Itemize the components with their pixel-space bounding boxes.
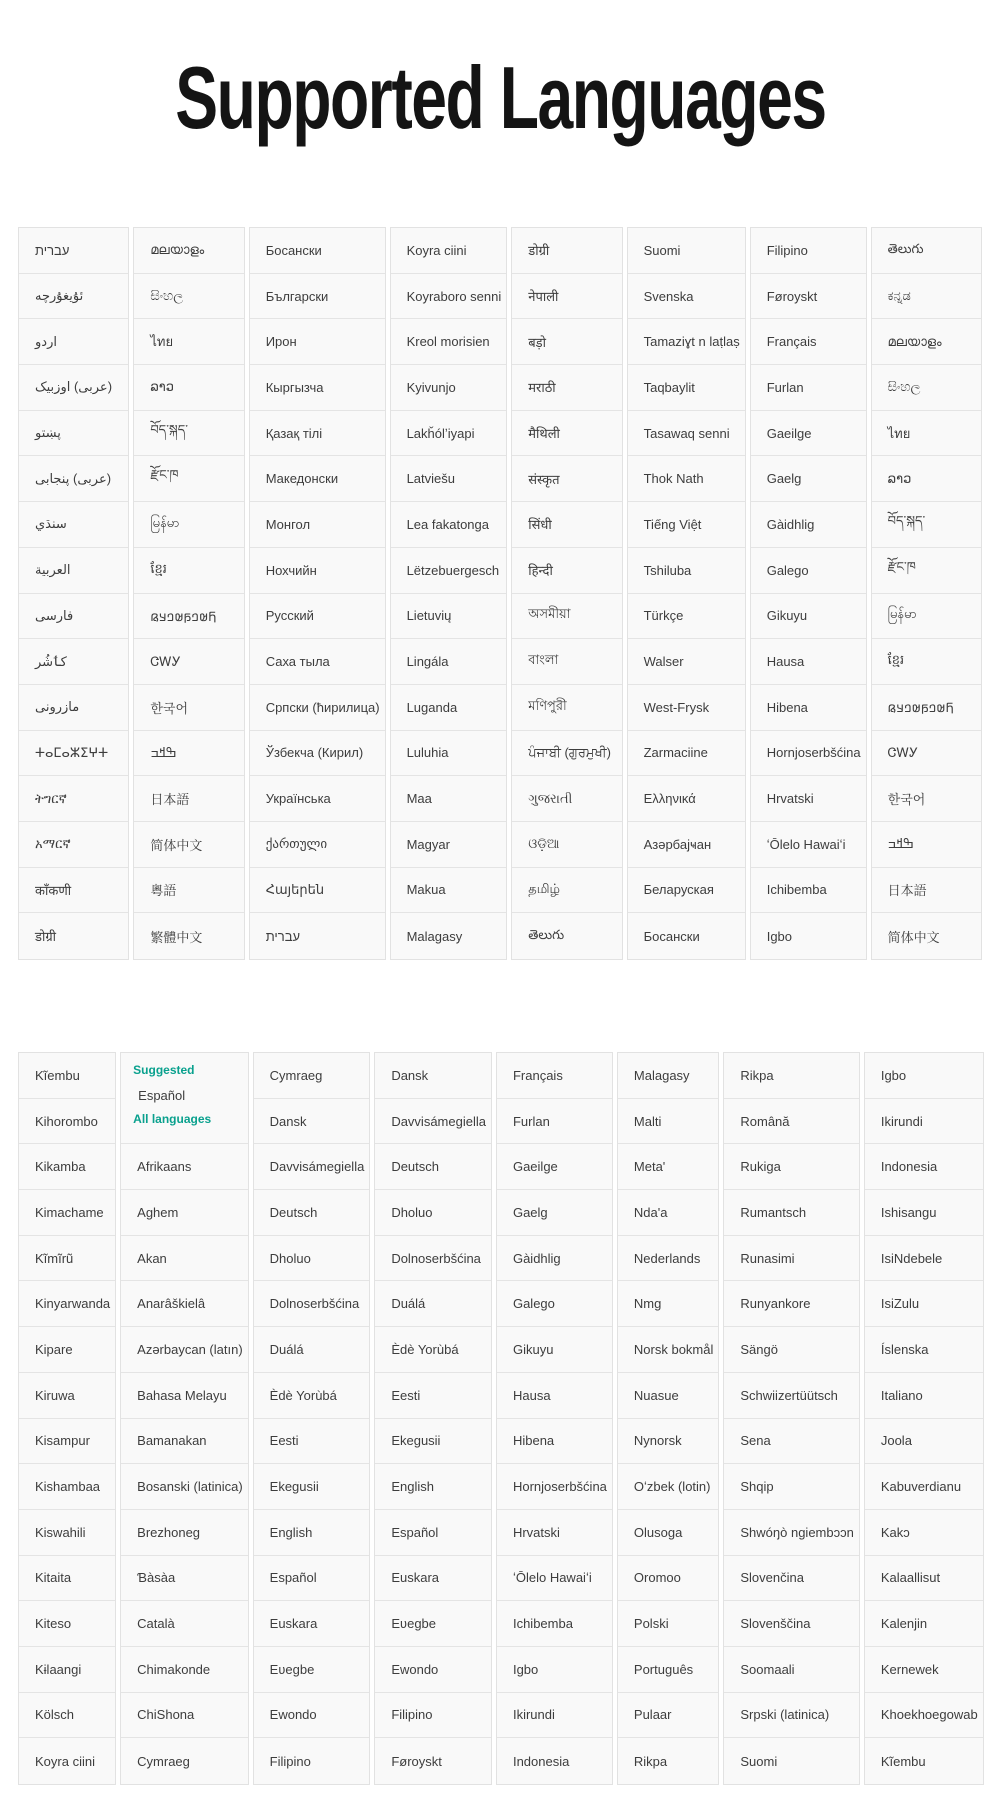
suggested-languages-block (121, 1053, 248, 1144)
language-option[interactable]: Oromoo (618, 1556, 718, 1602)
language-column (18, 227, 129, 960)
language-option[interactable]: Igbo (751, 913, 866, 959)
language-option[interactable]: Soomaali (724, 1647, 858, 1693)
language-option[interactable]: Français (497, 1053, 612, 1099)
language-option[interactable]: 𞤊𞤵𞤤𞤬𞤵𞤤𞤣𞤫 (134, 594, 243, 640)
language-option[interactable]: Қазақ тілі (250, 411, 385, 457)
language-option[interactable]: Deutsch (254, 1190, 370, 1236)
language-option[interactable]: English (375, 1464, 491, 1510)
language-option[interactable]: Gàidhlig (497, 1236, 612, 1282)
language-option[interactable]: Kiswahili (19, 1510, 115, 1556)
language-option[interactable]: Ελληνικά (628, 776, 745, 822)
language-option[interactable]: አማርኛ (19, 822, 128, 868)
language-option[interactable]: Bahasa Melayu (121, 1373, 248, 1419)
language-option[interactable]: Gikuyu (751, 594, 866, 640)
language-option[interactable]: 粵語 (134, 868, 243, 914)
language-option[interactable]: Беларуская (628, 868, 745, 914)
language-column (18, 1052, 116, 1785)
language-option[interactable]: Română (724, 1099, 858, 1145)
language-option[interactable]: 한국어 (134, 685, 243, 731)
language-option[interactable]: Kishambaa (19, 1464, 115, 1510)
language-column (120, 1052, 249, 1785)
language-option[interactable]: Filipino (375, 1693, 491, 1739)
language-option[interactable]: العربية (19, 548, 128, 594)
language-option[interactable]: Македонски (250, 456, 385, 502)
language-option[interactable]: ខ្មែរ (134, 548, 243, 594)
language-option[interactable]: Meta' (618, 1144, 718, 1190)
language-option[interactable]: Koyraboro senni (391, 274, 507, 320)
language-option[interactable]: Ekegusii (375, 1419, 491, 1465)
language-option[interactable]: Босански (250, 228, 385, 274)
language-option[interactable]: ߒߞߏ (872, 822, 981, 868)
language-option[interactable]: Zarmaciine (628, 731, 745, 777)
language-option[interactable]: हिन्दी (512, 548, 621, 594)
language-option[interactable]: Makua (391, 868, 507, 914)
language-option[interactable]: Hornjoserbšćina (751, 731, 866, 777)
language-option[interactable]: Bosanski (latinica) (121, 1464, 248, 1510)
language-option[interactable]: 𞤊𞤵𞤤𞤬𞤵𞤤𞤣𞤫 (872, 685, 981, 731)
language-option[interactable]: Deutsch (375, 1144, 491, 1190)
language-option[interactable]: മലയാളം (872, 319, 981, 365)
language-option[interactable]: Kölsch (19, 1693, 115, 1739)
language-option[interactable]: Indonesia (497, 1738, 612, 1784)
language-option[interactable]: தமிழ் (512, 868, 621, 914)
language-option[interactable]: অসমীয়া (512, 594, 621, 640)
language-option[interactable]: संस्कृत (512, 456, 621, 502)
language-option[interactable]: सिंधी (512, 502, 621, 548)
language-option[interactable]: Türkçe (628, 594, 745, 640)
language-option[interactable]: ߒߞߏ (134, 731, 243, 777)
language-option[interactable]: Taqbaylit (628, 365, 745, 411)
language-option[interactable]: Runyankore (724, 1281, 858, 1327)
language-option[interactable]: Polski (618, 1601, 718, 1647)
language-column (133, 227, 244, 960)
language-option[interactable]: Kernewek (865, 1647, 983, 1693)
language-option[interactable]: डोग्री (512, 228, 621, 274)
language-option[interactable]: Cymraeg (121, 1738, 248, 1784)
language-option[interactable]: Dholuo (375, 1190, 491, 1236)
language-option[interactable]: Ɓàsàa (121, 1556, 248, 1602)
language-option[interactable]: Indonesia (865, 1144, 983, 1190)
language-option[interactable]: Nmg (618, 1281, 718, 1327)
language-option[interactable]: Lietuvių (391, 594, 507, 640)
language-option[interactable]: Հայերեն (250, 868, 385, 914)
language-option[interactable]: Davvisámegiella (375, 1099, 491, 1145)
language-option[interactable]: Joola (865, 1419, 983, 1465)
language-option[interactable]: IsiNdebele (865, 1236, 983, 1282)
language-option[interactable]: Lea fakatonga (391, 502, 507, 548)
language-option[interactable]: Gaelg (751, 456, 866, 502)
language-option[interactable]: Dansk (254, 1099, 370, 1145)
language-option[interactable]: ລາວ (134, 365, 243, 411)
language-option[interactable]: Èdè Yorùbá (375, 1327, 491, 1373)
language-column (496, 1052, 613, 1785)
language-option[interactable]: Chimakonde (121, 1647, 248, 1693)
language-option[interactable]: سنڌي (19, 502, 128, 548)
language-option[interactable]: Filipino (751, 228, 866, 274)
language-option[interactable]: Rukiga (724, 1144, 858, 1190)
language-option[interactable]: Dholuo (254, 1236, 370, 1282)
language-option[interactable]: Нохчийн (250, 548, 385, 594)
language-option[interactable]: Malagasy (391, 913, 507, 959)
language-option[interactable]: Kyivunjo (391, 365, 507, 411)
language-column (627, 227, 746, 960)
language-option[interactable]: Kipare (19, 1327, 115, 1373)
language-option[interactable]: తెలుగు (512, 913, 621, 959)
language-option[interactable]: Ирон (250, 319, 385, 365)
language-option[interactable]: Lëtzebuergesch (391, 548, 507, 594)
language-option[interactable]: മലയാളം (134, 228, 243, 274)
language-option[interactable]: Gikuyu (497, 1327, 612, 1373)
language-option[interactable]: Hornjoserbšćina (497, 1464, 612, 1510)
language-option[interactable]: Русский (250, 594, 385, 640)
language-option[interactable]: Shqip (724, 1464, 858, 1510)
language-option[interactable]: Koyra ciini (391, 228, 507, 274)
language-column (511, 227, 622, 960)
language-option[interactable]: English (254, 1510, 370, 1556)
language-option[interactable]: Srpski (latinica) (724, 1693, 858, 1739)
language-option[interactable]: Igbo (865, 1053, 983, 1099)
language-option[interactable]: Malti (618, 1099, 718, 1145)
language-option[interactable]: Azərbaycan (latın) (121, 1327, 248, 1373)
language-option[interactable]: 한국어 (872, 776, 981, 822)
language-option[interactable]: עברית (19, 228, 128, 274)
language-option[interactable]: Rikpa (618, 1738, 718, 1784)
language-option[interactable]: ʻŌlelo Hawaiʻi (751, 822, 866, 868)
language-option[interactable]: ትግርኛ (19, 776, 128, 822)
language-option[interactable]: मराठी (512, 365, 621, 411)
language-column (253, 1052, 371, 1785)
language-option[interactable]: Latviešu (391, 456, 507, 502)
language-option[interactable]: ລາວ (872, 456, 981, 502)
language-option[interactable]: नेपाली (512, 274, 621, 320)
language-option[interactable]: Gaeilge (497, 1144, 612, 1190)
language-option[interactable]: बड़ो (512, 319, 621, 365)
language-option[interactable]: Davvisámegiella (254, 1144, 370, 1190)
language-option[interactable]: Ikirundi (865, 1099, 983, 1145)
language-option[interactable]: Ikirundi (497, 1693, 612, 1739)
language-option[interactable]: Suomi (628, 228, 745, 274)
language-option[interactable]: Kiruwa (19, 1373, 115, 1419)
language-option[interactable]: Gaeilge (751, 411, 866, 457)
language-option[interactable]: Eʋegbe (254, 1647, 370, 1693)
page-header (0, 48, 1000, 147)
language-column (249, 227, 386, 960)
language-option[interactable]: ਪੰਜਾਬੀ (ਗੁਰਮੁਖੀ) (512, 731, 621, 777)
language-option[interactable]: ᏣᎳᎩ (134, 639, 243, 685)
language-option[interactable]: Svenska (628, 274, 745, 320)
language-option[interactable]: Nederlands (618, 1236, 718, 1282)
language-option[interactable]: پنجابی ‎(عربی) (19, 456, 128, 502)
language-option[interactable]: ʻŌlelo Hawaiʻi (497, 1556, 612, 1602)
language-option[interactable]: Euskara (375, 1556, 491, 1602)
all-languages-label: All languages (133, 1112, 212, 1126)
language-option[interactable]: Slovenščina (724, 1601, 858, 1647)
language-column (723, 1052, 859, 1785)
language-option[interactable]: Ichibemba (751, 868, 866, 914)
language-option[interactable]: Kabuverdianu (865, 1464, 983, 1510)
language-option[interactable]: Kɨlaangi (19, 1647, 115, 1693)
language-option[interactable]: සිංහල (872, 365, 981, 411)
language-option[interactable]: Nda'a (618, 1190, 718, 1236)
language-option[interactable]: Кыргызча (250, 365, 385, 411)
language-option[interactable]: Norsk bokmål (618, 1327, 718, 1373)
language-option[interactable]: Français (751, 319, 866, 365)
language-option[interactable]: मैथिली (512, 411, 621, 457)
language-option[interactable]: Kitaita (19, 1556, 115, 1602)
language-option[interactable]: Nynorsk (618, 1419, 718, 1465)
language-option[interactable]: རྫོང་ཁ (134, 456, 243, 502)
language-option[interactable]: Walser (628, 639, 745, 685)
language-option[interactable]: Oʻzbek (lotin) (618, 1464, 718, 1510)
language-option[interactable]: Kihorombo (19, 1099, 115, 1145)
language-column (750, 227, 867, 960)
page-title: Supported Languages (174, 48, 826, 147)
language-option[interactable]: Hrvatski (751, 776, 866, 822)
language-option[interactable]: ଓଡ଼ିଆ (512, 822, 621, 868)
language-option[interactable]: 简体中文 (872, 913, 981, 959)
language-option[interactable]: Español (254, 1556, 370, 1602)
language-option[interactable]: Kisampur (19, 1419, 115, 1465)
language-option[interactable]: Aghem (121, 1190, 248, 1236)
language-option[interactable]: Pulaar (618, 1693, 718, 1739)
language-option[interactable]: Galego (497, 1281, 612, 1327)
language-option[interactable]: Cymraeg (254, 1053, 370, 1099)
language-option[interactable]: IsiZulu (865, 1281, 983, 1327)
language-option[interactable]: Magyar (391, 822, 507, 868)
language-option[interactable]: Slovenčina (724, 1556, 858, 1602)
language-option[interactable]: Hausa (497, 1373, 612, 1419)
language-option[interactable]: Bamanakan (121, 1419, 248, 1465)
language-option[interactable]: Eʋegbe (375, 1601, 491, 1647)
language-option[interactable]: Duálá (254, 1327, 370, 1373)
language-option[interactable]: Dolnoserbšćina (375, 1236, 491, 1282)
language-option[interactable]: 简体中文 (134, 822, 243, 868)
language-option[interactable]: বাংলা (512, 639, 621, 685)
language-option[interactable]: Koyra ciini (19, 1738, 115, 1784)
language-option[interactable]: Maa (391, 776, 507, 822)
language-option[interactable]: Malagasy (618, 1053, 718, 1099)
language-option[interactable]: Eesti (254, 1419, 370, 1465)
language-option[interactable]: Kinyarwanda (19, 1281, 115, 1327)
language-option[interactable]: Igbo (497, 1647, 612, 1693)
language-option[interactable]: Luganda (391, 685, 507, 731)
language-option[interactable]: Euskara (254, 1601, 370, 1647)
language-option[interactable]: Rumantsch (724, 1190, 858, 1236)
language-option[interactable]: Монгол (250, 502, 385, 548)
language-option[interactable]: Kreol morisien (391, 319, 507, 365)
language-option[interactable]: कॉंकणी (19, 868, 128, 914)
language-option[interactable]: ⵜⴰⵎⴰⵣⵉⵖⵜ (19, 731, 128, 777)
language-option[interactable]: Furlan (751, 365, 866, 411)
language-option[interactable]: Kĩembu (865, 1738, 983, 1784)
language-option[interactable]: پښتو (19, 411, 128, 457)
language-option[interactable]: Kĩembu (19, 1053, 115, 1099)
language-option[interactable]: Brezhoneg (121, 1510, 248, 1556)
language-option[interactable]: རྫོང་ཁ (872, 548, 981, 594)
language-option[interactable]: Kimachame (19, 1190, 115, 1236)
language-option[interactable]: తెలుగు (872, 228, 981, 274)
language-option[interactable]: Íslenska (865, 1327, 983, 1373)
language-option[interactable]: བོད་སྐད་ (134, 411, 243, 457)
language-option[interactable]: اردو (19, 319, 128, 365)
language-option[interactable]: Anarâškielâ (121, 1281, 248, 1327)
language-table-latin-list (18, 1052, 982, 1785)
language-option[interactable]: ગુજરાતી (512, 776, 621, 822)
language-option[interactable]: डोग्री (19, 913, 128, 959)
language-option[interactable]: ខ្មែរ (872, 639, 981, 685)
language-option[interactable]: Català (121, 1601, 248, 1647)
language-option[interactable]: مازرونی (19, 685, 128, 731)
language-option[interactable]: Kĩmĩrũ (19, 1236, 115, 1282)
language-option[interactable]: Schwiizertüütsch (724, 1373, 858, 1419)
language-option[interactable]: Español (375, 1510, 491, 1556)
language-option[interactable]: Kikamba (19, 1144, 115, 1190)
language-column (617, 1052, 719, 1785)
language-option[interactable]: Ewondo (254, 1693, 370, 1739)
language-option[interactable]: Gàidhlig (751, 502, 866, 548)
language-option[interactable]: Ekegusii (254, 1464, 370, 1510)
language-option[interactable]: Саха тыла (250, 639, 385, 685)
language-option[interactable]: Tiếng Việt (628, 502, 745, 548)
language-option[interactable]: মণিপুরী (512, 685, 621, 731)
language-option[interactable]: Filipino (254, 1738, 370, 1784)
language-option[interactable]: Ўзбекча (Кирил) (250, 731, 385, 777)
language-option[interactable]: Èdè Yorùbá (254, 1373, 370, 1419)
language-option[interactable]: עברית (250, 913, 385, 959)
language-option[interactable]: Ewondo (375, 1647, 491, 1693)
language-option[interactable]: Føroyskt (751, 274, 866, 320)
language-option[interactable]: Føroyskt (375, 1738, 491, 1784)
language-option[interactable]: Olusoga (618, 1510, 718, 1556)
suggested-label: Suggested (133, 1063, 195, 1077)
language-option[interactable]: Dolnoserbšćina (254, 1281, 370, 1327)
language-option[interactable]: Ichibemba (497, 1601, 612, 1647)
language-option[interactable]: Hibena (751, 685, 866, 731)
language-option[interactable]: မြန်မာ (134, 502, 243, 548)
language-option[interactable]: Kalenjin (865, 1601, 983, 1647)
language-option[interactable]: Luluhia (391, 731, 507, 777)
language-option[interactable]: Српски (ћирилица) (250, 685, 385, 731)
language-option[interactable]: Kakɔ (865, 1510, 983, 1556)
language-option[interactable]: Български (250, 274, 385, 320)
language-option[interactable]: Sängö (724, 1327, 858, 1373)
language-option[interactable]: Азәрбајҹан (628, 822, 745, 868)
language-option[interactable]: မြန်မာ (872, 594, 981, 640)
language-option[interactable]: Shwóŋò ngiembɔɔn (724, 1510, 858, 1556)
language-option[interactable]: کٲشُر (19, 639, 128, 685)
language-option[interactable]: اوزبیک ‎(عربی) (19, 365, 128, 411)
language-option[interactable]: Hrvatski (497, 1510, 612, 1556)
language-option[interactable]: Khoekhoegowab (865, 1693, 983, 1739)
language-option[interactable]: ئۇيغۇرچە (19, 274, 128, 320)
language-option[interactable]: 繁體中文 (134, 913, 243, 959)
language-option[interactable]: Suomi (724, 1738, 858, 1784)
language-column (374, 1052, 492, 1785)
language-option[interactable]: Thok Nath (628, 456, 745, 502)
language-option[interactable]: Gaelg (497, 1190, 612, 1236)
language-option[interactable]: Furlan (497, 1099, 612, 1145)
language-option[interactable]: සිංහල (134, 274, 243, 320)
language-option[interactable]: Akan (121, 1236, 248, 1282)
language-option[interactable]: Dansk (375, 1053, 491, 1099)
language-option[interactable]: فارسی (19, 594, 128, 640)
language-option[interactable]: Duálá (375, 1281, 491, 1327)
language-option[interactable]: Afrikaans (121, 1144, 248, 1190)
language-column (871, 227, 982, 960)
language-option[interactable]: Sena (724, 1419, 858, 1465)
language-option[interactable]: བོད་སྐད་ (872, 502, 981, 548)
language-option[interactable]: Українська (250, 776, 385, 822)
language-option[interactable]: Lakȟólʼiyapi (391, 411, 507, 457)
language-option[interactable]: Босански (628, 913, 745, 959)
language-option[interactable]: Eesti (375, 1373, 491, 1419)
language-option[interactable]: Hibena (497, 1419, 612, 1465)
language-option[interactable]: Lingála (391, 639, 507, 685)
language-option[interactable]: Tshiluba (628, 548, 745, 594)
language-option[interactable]: ไทย (134, 319, 243, 365)
language-option[interactable]: 日本語 (134, 776, 243, 822)
language-option[interactable]: Kiteso (19, 1601, 115, 1647)
language-option[interactable]: ᏣᎳᎩ (872, 731, 981, 777)
language-option[interactable]: Português (618, 1647, 718, 1693)
suggested-language-option[interactable]: Español (138, 1088, 186, 1103)
language-option[interactable]: Galego (751, 548, 866, 594)
language-option[interactable]: Hausa (751, 639, 866, 685)
language-option[interactable]: ChiShona (121, 1693, 248, 1739)
language-option[interactable]: Tamaziɣt n laṭlaṣ (628, 319, 745, 365)
language-option[interactable]: ქართული (250, 822, 385, 868)
language-option[interactable]: Rikpa (724, 1053, 858, 1099)
language-option[interactable]: Runasimi (724, 1236, 858, 1282)
language-column (864, 1052, 984, 1785)
language-option[interactable]: Tasawaq senni (628, 411, 745, 457)
language-option[interactable]: Ishisangu (865, 1190, 983, 1236)
language-option[interactable]: Italiano (865, 1373, 983, 1419)
language-option[interactable]: ಕನ್ನಡ (872, 274, 981, 320)
language-option[interactable]: West-Frysk (628, 685, 745, 731)
language-option[interactable]: Nuasue (618, 1373, 718, 1419)
language-table-native-scripts (18, 227, 982, 960)
language-option[interactable]: Kalaallisut (865, 1556, 983, 1602)
language-column (390, 227, 508, 960)
language-option[interactable]: 日本語 (872, 868, 981, 914)
language-option[interactable]: ไทย (872, 411, 981, 457)
